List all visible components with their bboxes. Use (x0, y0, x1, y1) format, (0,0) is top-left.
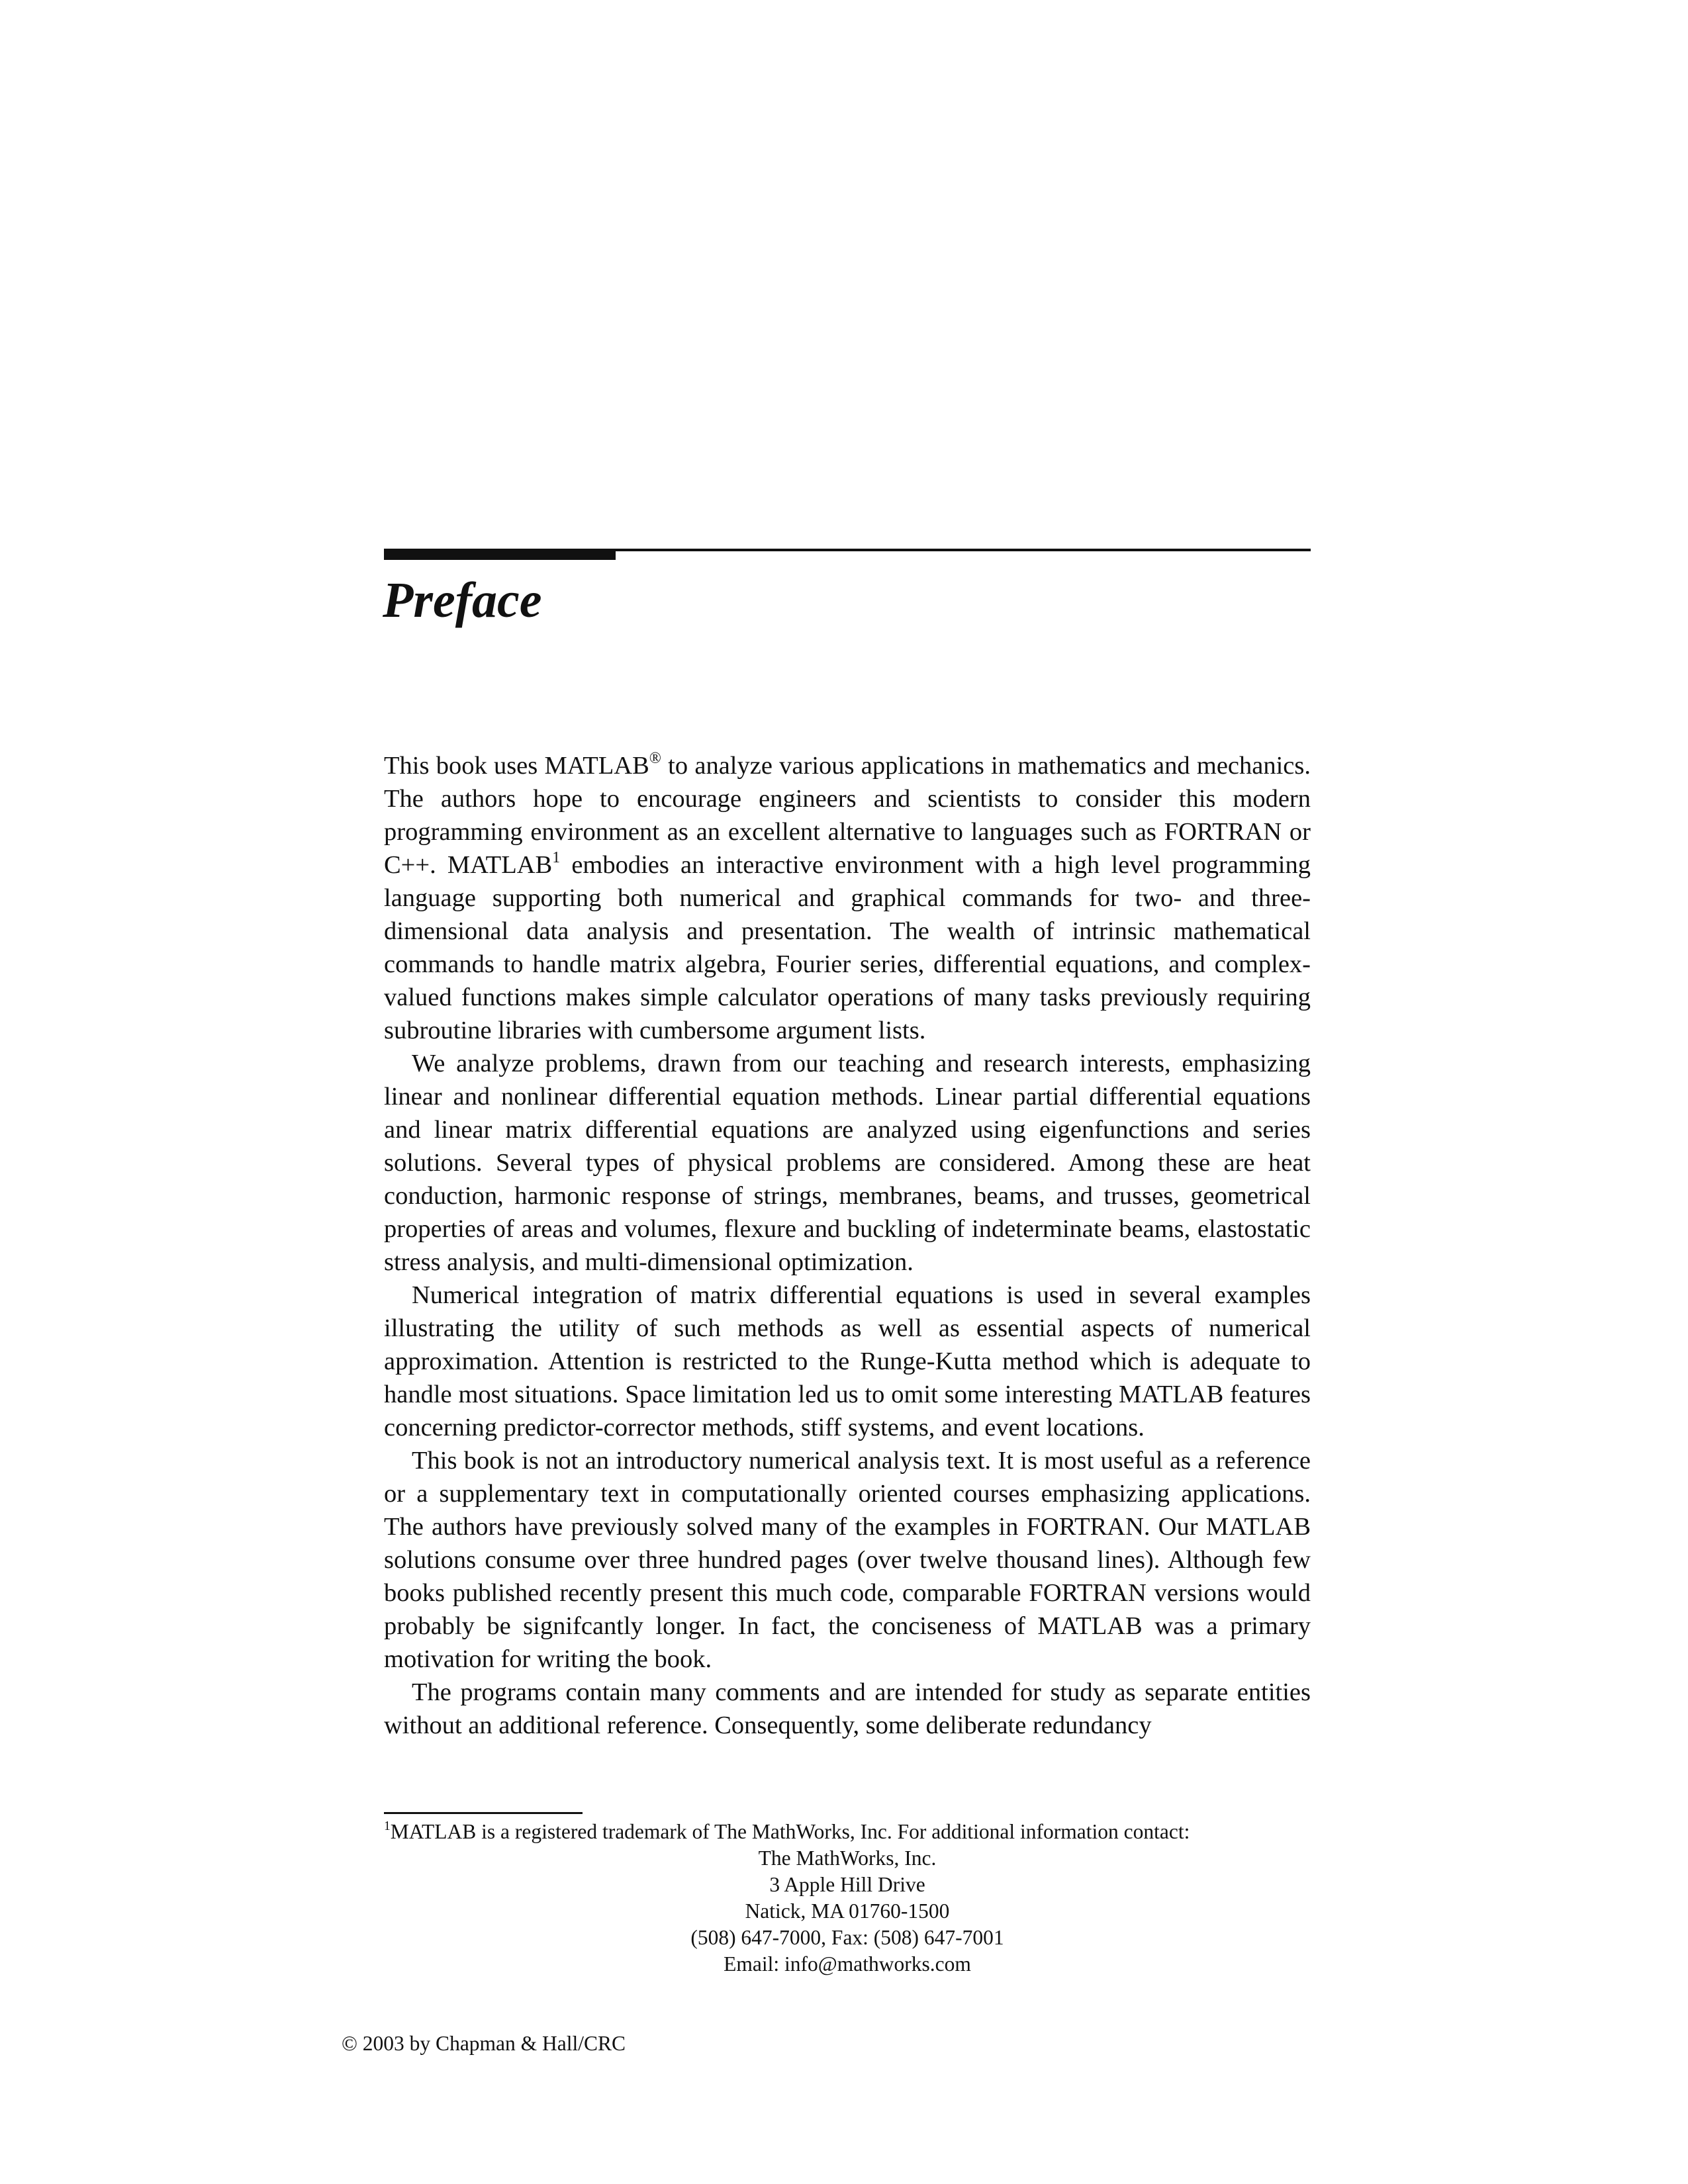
address-line: 3 Apple Hill Drive (769, 1873, 925, 1896)
paragraph-2: We analyze problems, drawn from our teaching and research interests, emphasizing linear and nonlinear differential equation methods. Linear partial differential equations and linear matrix differential equations are analyzed using eigenfunctions and series solutions. Several types of physical problems are considered. Among these are heat conduction, harmonic response of strings, membranes, beams, and trusses, geometrical properties of areas and volumes, flexure and buckling of indeterminate beams, elastostatic stress analysis, and multi-dimensional optimization. (384, 1050, 1311, 1276)
address-line: The MathWorks, Inc. (758, 1846, 937, 1870)
body-text (384, 749, 1311, 1742)
footnote-reference: 1 (552, 848, 561, 866)
registered-mark: ® (649, 749, 661, 767)
paragraph-1-part-b: to analyze various applications in mathematics and mechanics. The authors hope to encourage engineers and scientists to consider this modern programming environment as an excellent alternative to languages such as FORTRAN or C++. MATLAB (384, 752, 1311, 879)
paragraph-1 (384, 749, 1311, 1047)
footnote-address (384, 1845, 1311, 1978)
address-line: (508) 647-7000, Fax: (508) 647-7001 (690, 1926, 1004, 1949)
footnote (384, 1819, 1311, 1978)
footnote-text (384, 1819, 1311, 1845)
chapter-title: Preface (383, 572, 542, 628)
footnote-rule (384, 1812, 583, 1814)
copyright-notice: © 2003 by Chapman & Hall/CRC (342, 2032, 626, 2055)
address-line: Natick, MA 01760-1500 (745, 1899, 950, 1923)
address-line: Email: info@mathworks.com (724, 1952, 971, 1976)
paragraph-3: Numerical integration of matrix differential equations is used in several examples illustrating the utility of such methods as well as essential aspects of numerical approximation. Attention is restricted to the Runge-Kutta method which is adequate to handle most situations. Space limitation led us to omit some interesting MATLAB features concerning predictor-corrector methods, stiff systems, and event locations. (384, 1281, 1311, 1441)
paragraph-4: This book is not an introductory numerical analysis text. It is most useful as a reference or a supplementary text in computationally oriented courses emphasizing applications. The authors have previously solved many of the examples in FORTRAN. Our MATLAB solutions consume over three hundred pages (over twelve thousand lines). Although few books published recently present this much code, comparable FORTRAN versions would probably be signifcantly longer. In fact, the conciseness of MATLAB was a primary motivation for writing the book. (384, 1447, 1311, 1673)
paragraph-1-part-a: This book uses MATLAB (384, 752, 649, 780)
paragraph-5: The programs contain many comments and are intended for study as separate entities without an additional reference. Consequently, some deliberate redundancy (384, 1678, 1311, 1739)
footnote-body: MATLAB is a registered trademark of The MathWorks, Inc. For additional information contact: (390, 1820, 1190, 1843)
paragraph-1-part-c: embodies an interactive environment with a high level programming language supporting both numerical and graphical commands for two- and three-dimensional data analysis and presentation. The wealth of intrinsic mathematical commands to handle matrix algebra, Fourier series, differential equations, and complex-valued functions makes simple calculator operations of many tasks previously requiring subroutine libraries with cumbersome argument lists. (384, 851, 1311, 1044)
footnote-marker: 1 (384, 1819, 391, 1833)
chapter-rule-accent (384, 549, 616, 560)
